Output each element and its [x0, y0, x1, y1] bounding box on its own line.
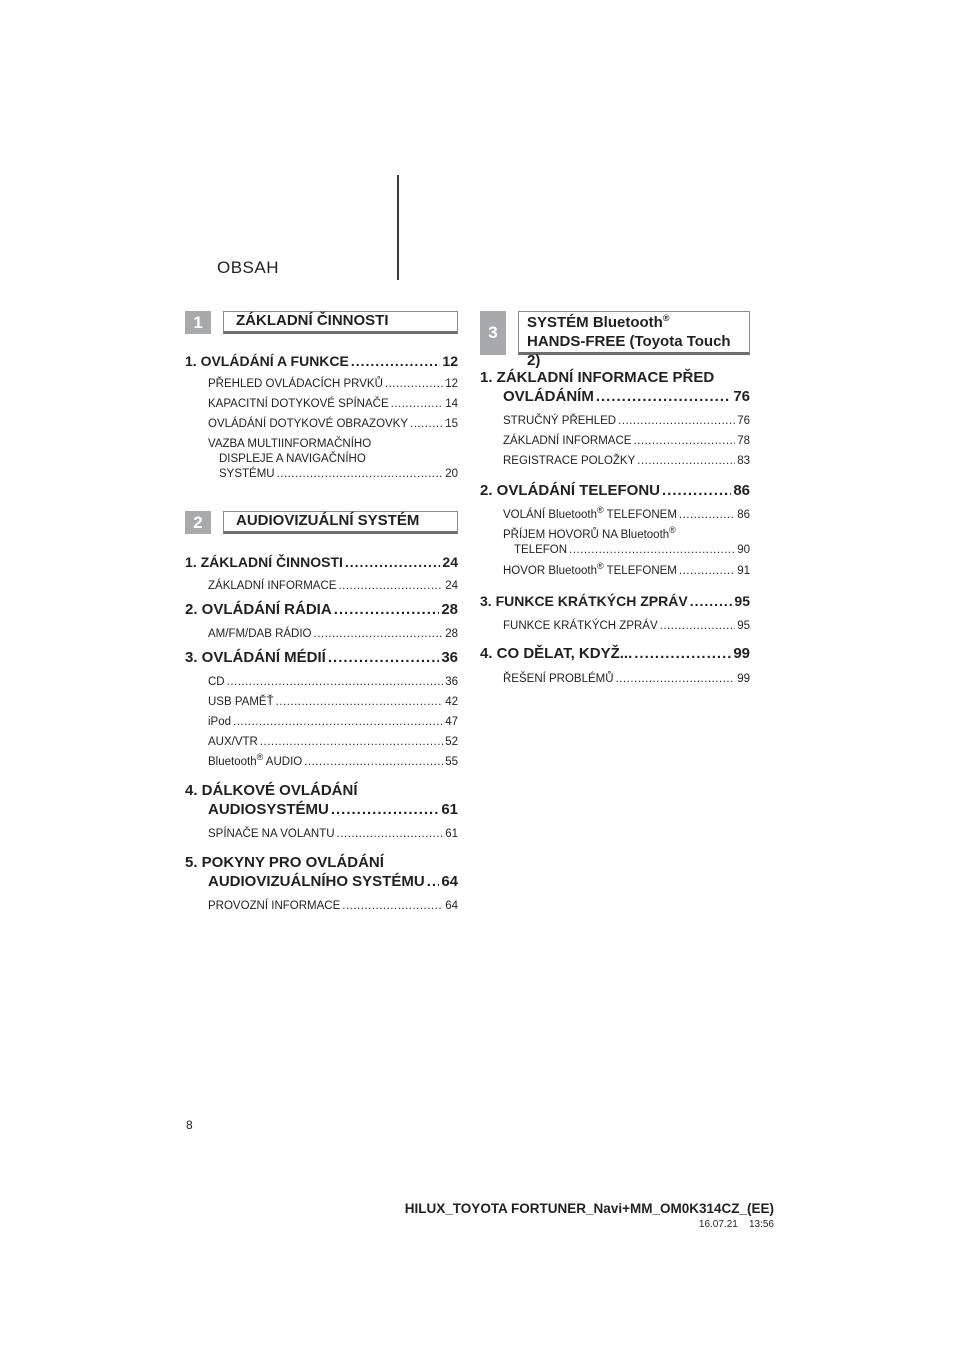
toc-chapter[interactable]: 4. CO DĚLAT, KDYŽ... ..... 99 [480, 645, 750, 663]
toc-item[interactable]: PROVOZNÍ INFORMACE ..... 64 [185, 899, 458, 913]
section-3-header [480, 311, 750, 369]
section-title: SYSTÉM Bluetooth® HANDS-FREE (Toyota Touch 2) [518, 311, 750, 355]
toc-item[interactable]: VOLÁNÍ Bluetooth® TELEFONEM ..... 86 [480, 508, 750, 522]
section-number: 1 [185, 311, 211, 334]
toc-chapter[interactable]: 4. DÁLKOVÉ OVLÁDÁNÍ AUDIOSYSTÉMU ..... 61 [185, 781, 458, 819]
section-number: 3 [480, 311, 506, 355]
toc-item[interactable]: AM/FM/DAB RÁDIO ..... 28 [185, 627, 458, 641]
toc-chapter[interactable]: 1. ZÁKLADNÍ INFORMACE PŘED OVLÁDÁNÍM ..... 76 [480, 368, 750, 406]
toc-item[interactable]: CD ..... 36 [185, 675, 458, 689]
section-number: 2 [185, 511, 211, 534]
toc-chapter[interactable]: 5. POKYNY PRO OVLÁDÁNÍ AUDIOVIZUÁLNÍHO SYSTÉMU ..... 64 [185, 853, 458, 891]
toc-item[interactable]: REGISTRACE POLOŽKY ..... 83 [480, 454, 750, 468]
toc-item[interactable]: Bluetooth® AUDIO ..... 55 [185, 755, 458, 769]
toc-item[interactable]: ŘEŠENÍ PROBLÉMŮ ..... 99 [480, 672, 750, 686]
page-title: OBSAH [217, 258, 280, 277]
toc-item[interactable]: FUNKCE KRÁTKÝCH ZPRÁV ..... 95 [480, 619, 750, 633]
toc-item[interactable]: VAZBA MULTIINFORMAČNÍHO DISPLEJE A NAVIGAČNÍHO SYSTÉMU ..... 20 [185, 437, 458, 482]
toc-item[interactable]: AUX/VTR ..... 52 [185, 735, 458, 749]
toc-item[interactable]: OVLÁDÁNÍ DOTYKOVÉ OBRAZOVKY ..... 15 [185, 417, 458, 431]
toc-item[interactable]: PŘEHLED OVLÁDACÍCH PRVKŮ ..... 12 [185, 377, 458, 391]
toc-item[interactable]: ZÁKLADNÍ INFORMACE ..... 24 [185, 579, 458, 593]
toc-item[interactable]: iPod ..... 47 [185, 715, 458, 729]
toc-chapter[interactable]: 1. OVLÁDÁNÍ A FUNKCE ..... 12 [185, 352, 458, 370]
toc-item[interactable]: KAPACITNÍ DOTYKOVÉ SPÍNAČE ..... 14 [185, 397, 458, 411]
toc-item[interactable]: STRUČNÝ PŘEHLED ..... 76 [480, 414, 750, 428]
toc-chapter[interactable]: 2. OVLÁDÁNÍ TELEFONU ..... 86 [480, 482, 750, 500]
toc-chapter[interactable]: 3. OVLÁDÁNÍ MÉDIÍ ..... 36 [185, 649, 458, 667]
section-2 [185, 511, 458, 534]
section-1 [185, 311, 458, 334]
section-3 [480, 311, 750, 369]
toc-item[interactable]: SPÍNAČE NA VOLANTU ..... 61 [185, 827, 458, 841]
toc-chapter[interactable]: 2. OVLÁDÁNÍ RÁDIA ..... 28 [185, 601, 458, 619]
document-id: HILUX_TOYOTA FORTUNER_Navi+MM_OM0K314CZ_(EE) [404, 1201, 774, 1216]
toc-chapter[interactable]: 3. FUNKCE KRÁTKÝCH ZPRÁV ..... 95 [480, 592, 750, 610]
section-2-header [185, 511, 458, 534]
page-number: 8 [186, 1118, 193, 1132]
section-title: AUDIOVIZUÁLNÍ SYSTÉM [223, 511, 458, 534]
toc-item[interactable]: ZÁKLADNÍ INFORMACE ..... 78 [480, 434, 750, 448]
toc-chapter[interactable]: 1. ZÁKLADNÍ ČINNOSTI ..... 24 [185, 553, 458, 571]
section-2-toc [185, 553, 458, 913]
section-1-header [185, 311, 458, 334]
toc-item[interactable]: PŘÍJEM HOVORŮ NA Bluetooth® TELEFON ..... 90 [480, 528, 750, 558]
section-1-toc [185, 352, 458, 482]
toc-item[interactable]: HOVOR Bluetooth® TELEFONEM ..... 91 [480, 564, 750, 578]
timestamp: 16.07.21 13:56 [698, 1219, 774, 1230]
section-3-toc [480, 368, 750, 686]
toc-item[interactable]: USB PAMĚŤ ..... 42 [185, 695, 458, 709]
header-divider [397, 175, 399, 280]
section-title: ZÁKLADNÍ ČINNOSTI [223, 311, 458, 334]
